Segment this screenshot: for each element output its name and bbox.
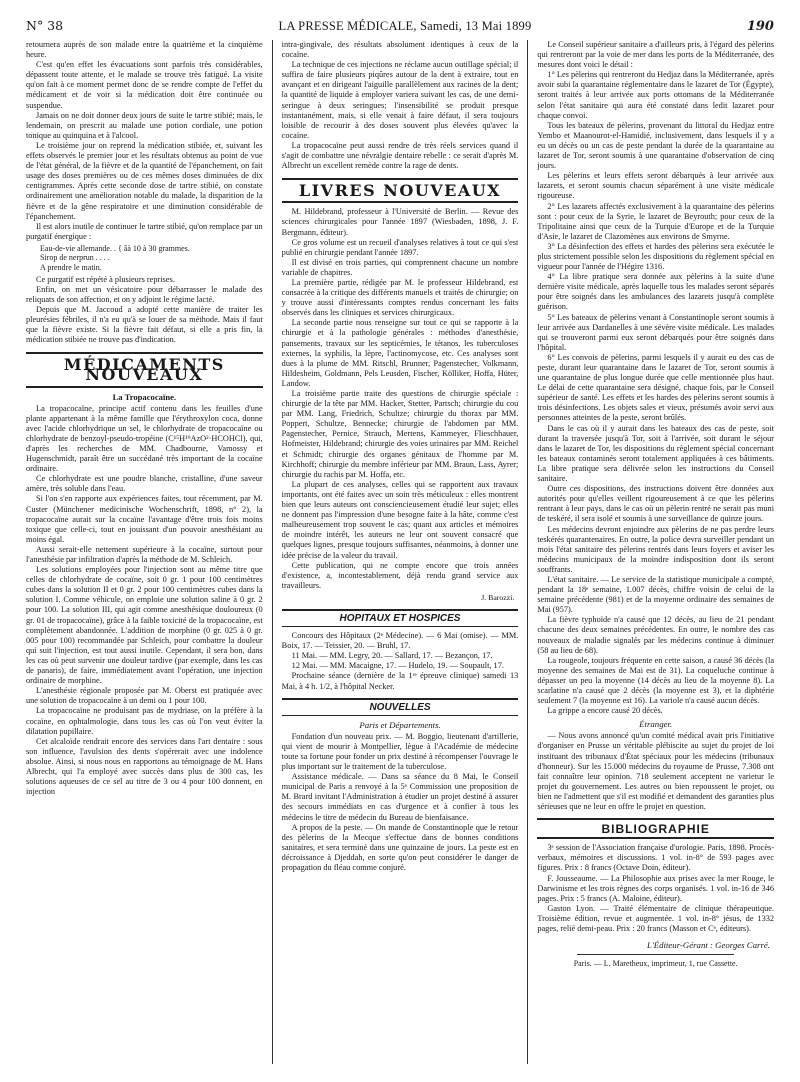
- page-number: 190: [746, 19, 774, 34]
- paragraph: La seconde partie nous renseigne sur tout ce qui se rapporte à la chirurgie et à la pathologie générales : méthodes d'anesthésie, pansements, travaux sur les septicémies, le tétanos, les tuberculoses externes, la syphilis, la lèpre, l'actinomycose, etc. Ces analyses sont dues à la plume de MM. Ritschl, Brunner, Pagenstecher, Volkmann, Hildesheim, Goldmann, Pels Leusden, Fischer, Kölliker, Hoffa, Hüter, Landow.: [281, 318, 519, 388]
- paragraph: La tropacocaïne ne produisant pas de mydriase, on la préfère à la cocaïne, en ophtalmologie, dans tous les cas où l'on veut éviter la dilatation pupillaire.: [26, 706, 263, 736]
- paragraph: Assistance médicale. — Dans sa séance du 8 Mai, le Conseil municipal de Paris a renvoyé à la 5ᵉ Commission une proposition de M. Brard invitant l'Administration à étudier un projet destiné à assurer des secours immédiats en cas d'urgence et à confier à tous les médecins le titre de médecin du Bureau de bienfaisance.: [281, 772, 519, 822]
- signature: J. Barozzi.: [481, 592, 515, 602]
- paragraph: Dans le cas où il y aurait dans les bateaux des cas de peste, soit durant la traversée jusqu'à Tor, soit à l'arrivée, soit durant le séjour dans le lazaret de Tor, les dispositions du règlement spécial concernant les bateaux contaminés seront totalement appliquées à ces bâtiments. La libre pratique sera délivrée selon les instructions du Conseil sanitaire.: [537, 423, 775, 484]
- paragraph: Il est divisé en trois parties, qui comprennent chacune un nombre variable de chapitres.: [281, 257, 519, 277]
- paragraph: Si l'on s'en rapporte aux expériences faites, tout récemment, par M. Custer (Münchener medicinische Wochenschrift, 1898, n° 2), la tropacocaïne aurait sur la cocaïne l'avantage d'être trois fois moins toxique que celle-ci, tout en jouissant d'un pouvoir anesthésiant au moins égal.: [26, 494, 263, 544]
- paragraph: Le Conseil supérieur sanitaire a d'ailleurs pris, à l'égard des pèlerins qui rentreront par la voie de mer dans les ports de la Méditerranée, des mesures dont voici le détail :: [537, 40, 775, 70]
- paragraph: 6° Les convois de pèlerins, parmi lesquels il y aurait eu des cas de peste, durant leur quarantaine dans le lazaret de Tor, seront soumis à une quarantaine de plus longue durée que celle mentionnée plus haut. Le délai de cette quarantaine sera désigné, chaque fois, par le Conseil supérieur de santé. Les effets et les hardes des pèlerins seront soumis à trois désinfections. Les objets sales et vieux, présumés avoir servi aux personnes atteintes de la peste, seront brûlés.: [537, 352, 775, 423]
- paragraph: 2° Les lazarets affectés exclusivement à la quarantaine des pèlerins sont : pour ceux de la Syrie, le lazaret de Beyrouth; pour ceux de la Tripolitaine ainsi que ceux de la Turquie d'Europe et de la Turquie d'Asie, le lazaret de Clazomènes aux environs de Smyrne.: [537, 201, 775, 241]
- paragraph: La troisième partie traite des questions de chirurgie spéciale : chirurgie de la tête par MM. Hacker, Stetter, Partsch; chirurgie du cou par MM. Lang, Friedrich, Schultze; chirurgie du thorax par MM. Poppert, Schultze, Bennecke; chirurgie de l'abdomen par MM. Pagenstecher, Pernice, Strauch, Mertens, Kammeyer, Flieschhauer, Hofmeister, Hildebrand; chirurgie des voies urinaires par MM. Reichel et Schmidt; chirurgie des organes génitaux de l'homme par M. Kirchhoff; chirurgie du membre inférieur par MM. Braun, Lass, Ayrer; chirurgie du rachis par M. Hoffa, etc.: [281, 389, 519, 479]
- paragraph: Aussi serait-elle nettement supérieure à la cocaïne, surtout pour l'anesthésie par infiltration d'après la méthode de M. Schleich.: [26, 544, 263, 564]
- column-1: [26, 40, 263, 1064]
- paragraph: La fièvre typhoïde n'a causé que 12 décès, au lieu de 21 pendant chacune des deux semaines précédentes. En outre, le nombre des cas nouveaux de maladie signalés par les médecins continue à diminuer (58 au lieu de 68).: [537, 615, 775, 655]
- paragraph: Gaston Lyon. — Traité élémentaire de clinique thérapeutique. Troisième édition, revue et augmentée. 1 vol. in-8° jésus, de 1332 pages, relié demi-peau. Prix : 20 francs (Masson et Cᵉ, éditeurs).: [537, 903, 775, 933]
- column-2: [272, 40, 519, 1064]
- paragraph: La tropacocaïne peut aussi rendre de très réels services quand il s'agit de combattre une névralgie dentaire rebelle : ce serait d'après M. Albrecht un excellent remède contre la rage de dents.: [281, 140, 519, 171]
- section-heading-hopitaux: HOPITAUX ET HOSPICES: [282, 609, 519, 627]
- paragraph: Depuis que M. Jaccoud a adopté cette manière de traiter les pleurésies fébriles, il n'a eu qu'à se louer de sa méthode. Mais il faut que la fièvre existe. Si la fièvre fait défaut, si elle a pris fin, la médication stibiée ne trouve pas d'indication.: [26, 304, 263, 345]
- paragraph: Jamais on ne doit donner deux jours de suite le tartre stibié; mais, le lendemain, on prescrit au malade une potion cordiale, une potion tonique au quinquina et à l'alcool.: [26, 110, 263, 140]
- subsection-title: Étranger.: [639, 719, 673, 730]
- section-heading-medicaments: MÉDICAMENTS NOUVEAUX: [26, 352, 263, 387]
- paragraph: La plupart de ces analyses, celles qui se rapportent aux travaux importants, ont été faites avec un soin très méticuleux : elles montrent bien que leurs auteurs ont consciencieusement étudié leur sujet; elles ne donnent pas l'impression d'une besogne faite à la hâte, comme c'est malheureusement trop souvent le cas; quant aux articles et mémoires de moindre intérêt, les auteurs ne leur ont souvent consacré que quelques lignes, presque toujours suffisantes, néanmoins, à donner une idée précise de la valeur du travail.: [281, 479, 519, 560]
- section-heading-bibliographie: BIBLIOGRAPHIE: [537, 818, 774, 839]
- section-heading-nouvelles: NOUVELLES: [282, 698, 519, 716]
- paragraph: La technique de ces injections ne réclame aucun outillage spécial; il suffira de faire plusieurs piqûres autour de la dent à extraire, tout en avançant et en dirigeant l'aiguille parallèlement aux racines de la dent; la quantité de liquide à employer variera suivant les cas, de une demi-seringue à deux seringues; l'insensibilité se produit presque instantanément, mais, si elle venait à faire défaut, il sera toujours loisible de recourir à des doses souvent plus élevées qu'avec la cocaïne.: [281, 60, 519, 140]
- paragraph: A propos de la peste. — On mande de Constantinople que le retour des pèlerins de la Mecque s'effectue dans de bonnes conditions sanitaires, et sera terminé dans une quinzaine de jours. La peste est en décroissance à Djeddah, en sorte qu'on peut considérer le danger de propagation du fléau comme conjuré.: [281, 822, 519, 873]
- paragraph: 11 Mai. — MM. Legry, 20. — Sallard, 17. — Bezançon, 17.: [291, 651, 493, 661]
- paragraph: La rougeole, toujours fréquente en cette saison, a causé 36 décès (la moyenne des semaines de Mai est de 31). La coqueluche continue à dépasser un peu la moyenne (14 décès au lieu de la moyenne 8). La scarlatine n'a causé que 2 décès (la moyenne est 3), et la diphtérie seulement 7 (la moyenne est 16). La variole n'a causé aucun décès.: [537, 655, 775, 706]
- paragraph: 12 Mai. — MM. Macaigne, 17. — Hudelo, 19. — Soupault, 17.: [291, 661, 504, 671]
- paragraph: Tous les bateaux de pèlerins, provenant du littoral du Hedjaz entre Yembo et Maanourot-el-Hamidié, inclusivement, dans lesquels il y a eu un décès ou un cas de peste pendant la durée de la quarantaine au lazaret de Tor, seront soumis à une quarantaine d'observation de cinq jours.: [537, 120, 775, 171]
- divider: [577, 954, 734, 955]
- paragraph: C'est qu'en effet les évacuations sont parfois très considérables, dépassent toute attente, et le malade se trouve très fatigué. La visite qu'on fait à ce moment permet donc de se rendre compte de l'effet du médicament et de voir si la médication doit être continuée ou suspendue.: [26, 60, 263, 110]
- paragraph: Il est alors inutile de continuer le tartre stibié, qu'on remplace par un purgatif énergique :: [26, 221, 263, 241]
- paragraph: Ce gros volume est un recueil d'analyses relatives à tout ce qui s'est publié en chirurgie pendant l'année 1897.: [281, 237, 519, 257]
- paragraph: Fondation d'un nouveau prix. — M. Boggio, lieutenant d'artillerie, qui vient de mourir à Montpellier, lègue à l'Académie de médecine toute sa fortune pour fonder un prix destiné à récompenser l'ouvrage le plus important sur le traitement de la tuberculose.: [281, 731, 519, 772]
- subsection-title: Paris et Départements.: [359, 719, 441, 730]
- paragraph: 3° La désinfection des effets et hardes des pèlerins sera exécutée le plus strictement possible selon les dispositions du règlement spécial en vigueur pour l'année de l'Hégire 1316.: [537, 241, 775, 272]
- paragraph: F. Jousseaume. — La Philosophie aux prises avec la mer Rouge, le Darwinisme et les trois règnes des corps organisés. 1 vol. in-16 de 346 pages. Prix : 5 francs (A. Maloine, éditeur).: [537, 873, 775, 903]
- column-3: [527, 40, 774, 1064]
- article-title: La Tropacocaïne.: [112, 391, 177, 402]
- paragraph: La grippe a encore causé 20 décès.: [547, 706, 663, 716]
- paragraph: Cet alcaloïde rendrait encore des services dans l'art dentaire : sous son influence, l'avulsion des dents s'opérerait avec une indolence absolue. Ainsi, si nous nous en rapportons au témoignage de M. Hans Albrecht, qui l'a employé avec succès dans plus de 300 cas, les solutions aqueuses de ce sel au titre de 3 ou 4 pour 100 donnent, en injection: [26, 736, 263, 797]
- paragraph: Ce purgatif est répété à plusieurs reprises.: [36, 274, 175, 284]
- editor-signature: L'Éditeur-Gérant : Georges Carré.: [646, 940, 771, 951]
- paragraph: Concours des Hôpitaux (2ᵉ Médecine). — 6 Mai (omise). — MM. Boix, 17. — Teissier, 20. — Bruhl, 17.: [281, 631, 519, 651]
- paragraph: Les solutions employées pour l'injection sont au même titre que celles de chlorhydrate de cocaïne, soit 0 gr. 1 pour 100 centimètres cubes dans la solution II et 0 gr. 2 pour 100 centimètres cubes dans la solution I. Comme véhicule, on emploie une solution saline à 0 gr. 2 pour 100. La solution III, qui agit comme anesthésique douloureux (0 gr. 01 de tropacocaïne), grâce à la faible toxicité de la tropacocaïne, est complètement abandonnée. L'addition de morphine (0 gr. 025 à 0 gr. 005 pour 100) recommandée par Schleich, pour combattre la douleur qui suit l'injection, est tout aussi inutile. Cependant, il sera bon, dans les cas où peut survenir une douleur tardive (par exemple, dans les cas de panaris), de faire, immédiatement avant l'opération, une injection ordinaire de morphine.: [26, 565, 263, 686]
- paragraph: intra-gingivale, des résultats absolument identiques à ceux de la cocaïne.: [281, 40, 519, 60]
- paragraph: Ce chlorhydrate est une poudre blanche, cristalline, d'une saveur amère, très soluble dans l'eau.: [26, 474, 263, 494]
- page-header: [26, 18, 774, 34]
- paragraph: 3ᵉ session de l'Association française d'urologie. Paris, 1898. Procès-verbaux, mémoires et discussions. 1 vol. in-8° de 593 pages avec figures. Prix : 8 francs (Octave Doin, éditeur).: [537, 843, 775, 873]
- paragraph: 4° La libre pratique sera donnée aux pèlerins à la suite d'une dernière visite médicale, après laquelle tous les malades seront séparés pour être soignés dans les ambulances des lazarets jusqu'à complète guérison.: [537, 272, 775, 312]
- journal-title: LA PRESSE MÉDICALE, Samedi, 13 Mai 1899: [278, 19, 532, 33]
- paragraph: Le troisième jour on reprend la médication stibiée, et, suivant les effets observés le premier jour et les résultats obtenus au point de vue de l'état général, de la fièvre et de la quantité de l'épanchement, on fait usage des doses premières ou de ces mêmes doses diminuées de dix centigrammes. Après cette seconde dose de tartre stibié, on constate ordinairement une amélioration notable du malade, la disparition de la fièvre et de la gêne respiratoire et une diminution considérable de l'épanchement.: [26, 140, 263, 221]
- paragraph: L'anesthésie régionale proposée par M. Oberst est pratiquée avec une solution de tropacocaïne à un demi ou 1 pour 100.: [26, 686, 263, 706]
- paragraph: Les pèlerins et leurs effets seront débarqués à leur arrivée aux lazarets, et seront soumis chacun séparément à une visite médicale rigoureuse.: [537, 171, 775, 201]
- paragraph: Outre ces dispositions, des instructions doivent être données aux autorités pour qu'elles veillent rigoureusement à ce que les pèlerins rentrant à leur pays, dans le cas où un pèlerin rentré ne serait pas muni de teskéré, il sera isolé et soumis à une surveillance de quinze jours.: [537, 484, 775, 524]
- printer-line: Paris. — L. Maretheux, imprimeur, 1, rue Cassette.: [573, 959, 738, 969]
- prescription: [40, 244, 263, 273]
- section-heading-livres: LIVRES NOUVEAUX: [282, 178, 519, 203]
- paragraph: — Nous avons annoncé qu'un comité médical avait pris l'initiative d'organiser en Prusse un véritable plébiscite au sujet du projet de loi instituant des tribunaux d'État spéciaux pour les médecins (tribunaux d'honneur). Sur les 15.000 médecins du royaume de Prusse, 7.308 ont fait connaître leur opinion. 718 seulement acceptent ne varietur le projet du gouvernement. Les autres ou bien repoussent le projet, ou bien ne l'admettent que s'il est modifié et demandent des garanties plus sérieuses que ne leur en offre le projet en question.: [537, 731, 775, 812]
- prescription-line: Eau-de-vie allemande. . { âà 10 à 30 grammes.: [40, 243, 190, 253]
- paragraph: Enfin, on met un vésicatoire pour débarrasser le malade des reliquats de son affection, et on y adjoint le régime lacté.: [26, 284, 263, 304]
- paragraph: La première partie, rédigée par M. le professeur Hildebrand, est consacrée à la critique des différents manuels et traités de chirurgie; on y trouve aussi d'intéressants comptes rendus concernant les faits observés dans les cliniques et services chirurgicaux.: [281, 277, 519, 318]
- columns: [26, 40, 774, 1064]
- issue-number: N° 38: [26, 18, 64, 33]
- paragraph: 1° Les pèlerins qui rentreront du Hedjaz dans la Méditerranée, après avoir subi la quarantaine réglementaire dans le lazaret de Tor (Égypte), seront traités à leur arrivée aux ports ottomans de la Méditerranée selon l'état sanitaire qui aura été constaté dans ledit lazaret pour chaque convoi.: [537, 70, 775, 120]
- paragraph: Cette publication, qui ne compte encore que trois années d'existence, a, incontestablement, déjà rendu grand service aux travailleurs.: [281, 560, 519, 590]
- prescription-line: Sirop de nerprun . . . .: [40, 253, 110, 263]
- paragraph: L'état sanitaire. — Le service de la statistique municipale a compté, pendant la 18ᵉ semaine, 1.007 décès, chiffre voisin de celui de la semaine précédente (981) et de la moyenne ordinaire des semaines de Mai (957).: [537, 574, 775, 615]
- paragraph: Les médecins devront enjoindre aux pèlerins de ne pas perdre leurs teskérés quarantenaires. En outre, la police devra surveiller pendant un mois l'état sanitaire des pèlerins rentrés dans leurs foyers et aviser les médecins municipaux de la moindre indisposition dont ils seront souffrants.: [537, 524, 775, 574]
- paragraph: retournera auprès de son malade entre la quatrième et la cinquième heure.: [26, 40, 263, 60]
- paragraph: M. Hildebrand, professeur à l'Université de Berlin. — Revue des sciences chirurgicales pour l'année 1897 (Wiesbaden, 1898, J. F. Bergmann, éditeur).: [281, 207, 519, 237]
- prescription-line: A prendre le matin.: [40, 263, 102, 273]
- paragraph: Prochaine séance (dernière de la 1ʳᵉ épreuve clinique) samedi 13 Mai, à 4 h. 1/2, à l'hôpital Necker.: [281, 671, 519, 691]
- paragraph: 5° Les bateaux de pèlerins venant à Constantinople seront soumis à leur arrivée aux Dardanelles à une sévère visite médicale. Les malades qui se trouveront parmi eux seront débarqués pour être soignés dans l'hôpital.: [537, 312, 775, 352]
- paragraph: La tropacocaïne, principe actif contenu dans les feuilles d'une plante appartenant à la même famille que l'érythroxylon coca, donne avec l'acide chlorhydrique un sel, le chlorhydrate de tropacocaïne ou chlorhydrate de benzoyl-pseudo-tropéine (C¹⁵H¹⁹AzO²·HCOHCl), qui, d'après les recherches de MM. Chadbourne, Vamossy et Hugenschmidt, paraît être un succédané très important de la cocaïne ordinaire.: [26, 403, 263, 474]
